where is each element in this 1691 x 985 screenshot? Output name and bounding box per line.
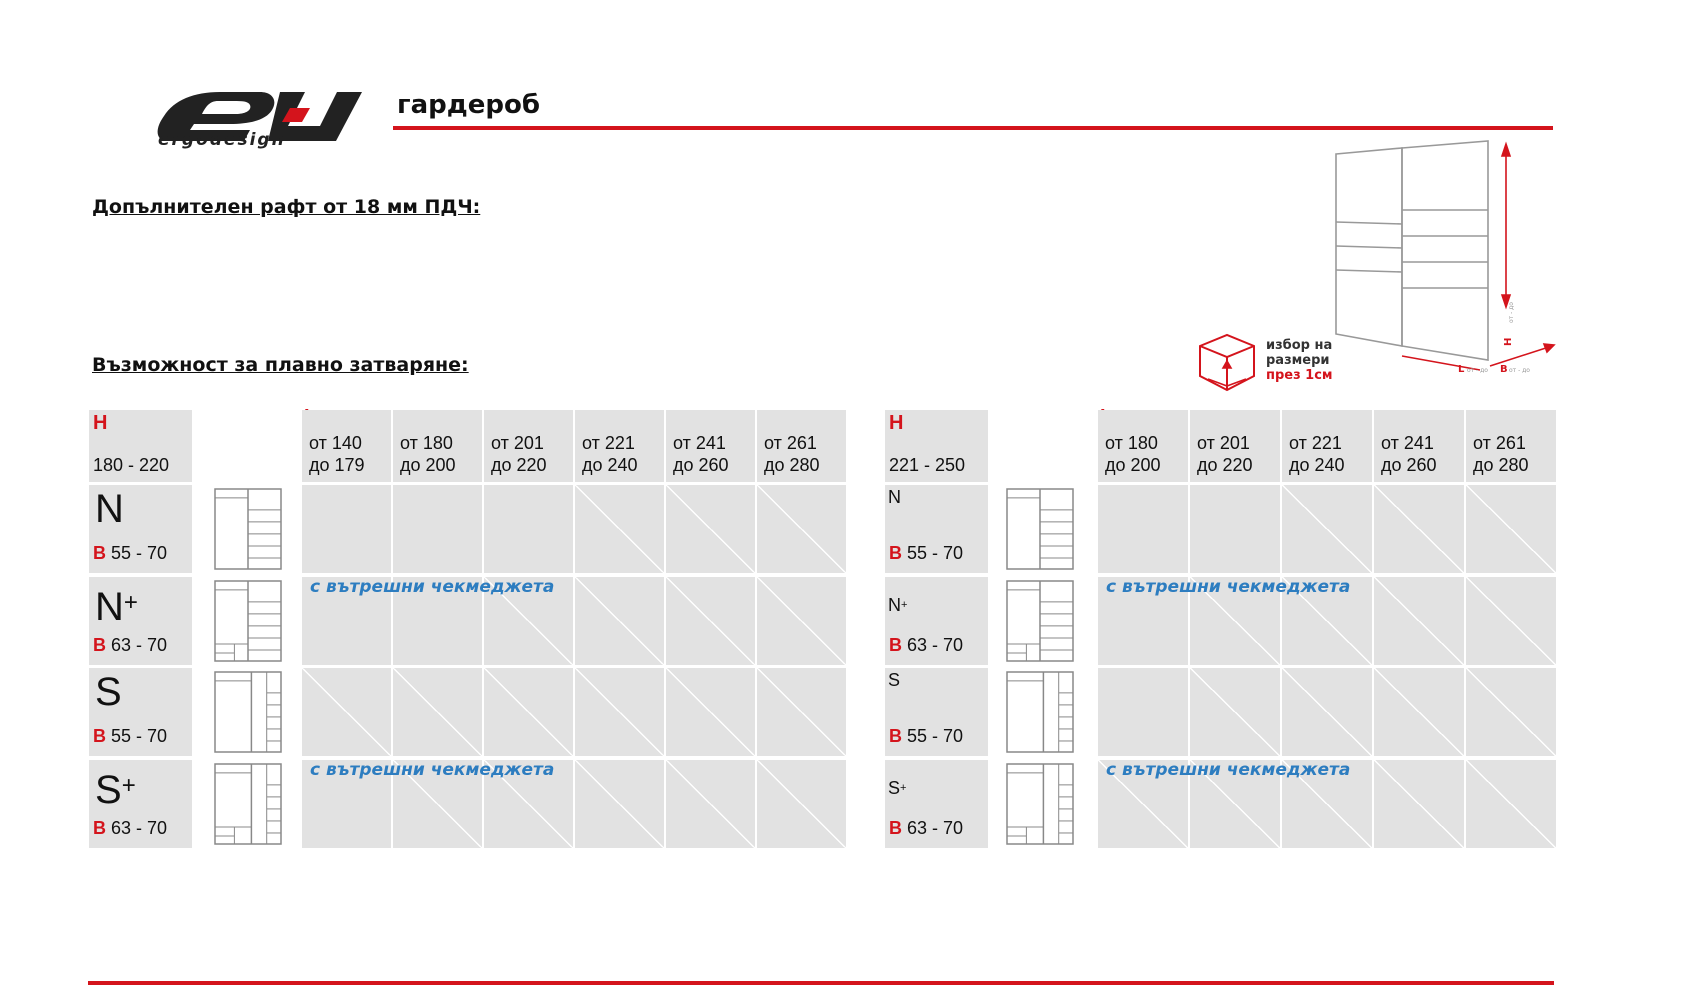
t2-wardrobe-sketch <box>1006 580 1074 662</box>
t1-depth-label: B <box>93 635 106 655</box>
t2-option-cell[interactable] <box>1374 577 1464 665</box>
t2-option-cell[interactable] <box>1190 485 1280 573</box>
t2-col-header <box>1197 432 1253 476</box>
t1-option-cell[interactable] <box>575 485 664 573</box>
t2-h-range: 221 - 250 <box>889 455 966 475</box>
t1-option-cell[interactable] <box>393 485 482 573</box>
t2-option-cell[interactable] <box>1374 485 1464 573</box>
t1-col-from: от 221 <box>582 433 635 453</box>
length-dim-sub: от - до <box>1467 367 1488 374</box>
t1-option-cell[interactable] <box>666 760 755 848</box>
t1-col-header <box>764 432 820 476</box>
t2-col-header <box>1473 432 1529 476</box>
t1-col-from: от 261 <box>764 433 817 453</box>
t1-depth-value: 55 - 70 <box>106 726 168 746</box>
t1-drawers-note: с вътрешни чекмеджета <box>310 760 555 780</box>
t2-option-cell[interactable] <box>1466 577 1556 665</box>
t2-wardrobe-sketch <box>1006 671 1074 753</box>
t2-wardrobe-sketch <box>1006 488 1074 570</box>
t1-model-sup: + <box>121 772 136 799</box>
t1-option-cell[interactable] <box>393 668 482 756</box>
t1-option-cell[interactable] <box>666 577 755 665</box>
t1-depth <box>93 818 167 839</box>
t1-option-cell[interactable] <box>575 760 664 848</box>
t1-depth-label: B <box>93 726 106 746</box>
t1-col-header <box>400 432 456 476</box>
t1-col-to: до 240 <box>582 455 638 475</box>
brand-name: ergodesign <box>158 130 286 150</box>
t2-depth-value: 55 - 70 <box>902 726 964 746</box>
footer-divider <box>88 981 1554 985</box>
t1-wardrobe-sketch <box>214 671 282 753</box>
t1-model-name: S+ <box>95 768 136 812</box>
t1-h-range: 180 - 220 <box>93 455 170 475</box>
t2-option-cell[interactable] <box>1098 485 1188 573</box>
t1-col-header <box>582 432 638 476</box>
t2-depth <box>889 543 963 564</box>
t1-model-sup: + <box>123 589 138 616</box>
t1-depth-value: 63 - 70 <box>106 818 168 838</box>
t1-option-cell[interactable] <box>575 668 664 756</box>
t1-wardrobe-sketch <box>214 488 282 570</box>
length-dim-label: L <box>1458 364 1465 375</box>
t1-col-from: от 241 <box>673 433 726 453</box>
t2-depth-label: B <box>889 818 902 838</box>
t1-option-cell[interactable] <box>484 485 573 573</box>
t1-col-from: от 140 <box>309 433 362 453</box>
t1-col-header <box>491 432 547 476</box>
t1-col-from: от 201 <box>491 433 544 453</box>
t2-depth <box>889 726 963 747</box>
t2-h-label: H <box>889 412 904 434</box>
t2-col-from: от 221 <box>1289 433 1342 453</box>
t2-col-header <box>1289 432 1345 476</box>
t2-col-from: от 241 <box>1381 433 1434 453</box>
t2-option-cell[interactable] <box>1282 668 1372 756</box>
t1-option-cell[interactable] <box>484 668 573 756</box>
extra-shelf-label: Допълнителен рафт от 18 мм ПДЧ: <box>92 196 481 218</box>
t1-depth <box>93 726 167 747</box>
t2-depth <box>889 635 963 656</box>
t2-option-cell[interactable] <box>1098 668 1188 756</box>
t1-col-to: до 220 <box>491 455 547 475</box>
title-divider <box>393 126 1553 130</box>
t1-depth <box>93 635 167 656</box>
height-dim-label: H <box>1503 337 1514 346</box>
t2-depth <box>889 818 963 839</box>
t2-drawers-note: с вътрешни чекмеджета <box>1106 760 1351 780</box>
t1-option-cell[interactable] <box>302 485 391 573</box>
t1-wardrobe-sketch <box>214 580 282 662</box>
t1-depth <box>93 543 167 564</box>
t2-depth-value: 63 - 70 <box>902 635 964 655</box>
soft-close-label: Възможност за плавно затваряне: <box>92 354 469 376</box>
t1-col-header <box>309 432 365 476</box>
t1-model-name: S <box>95 670 122 714</box>
t1-option-cell[interactable] <box>757 760 846 848</box>
t1-depth-label: B <box>93 543 106 563</box>
t2-col-to: до 240 <box>1289 455 1345 475</box>
t2-depth-value: 55 - 70 <box>902 543 964 563</box>
t1-col-to: до 260 <box>673 455 729 475</box>
t2-option-cell[interactable] <box>1282 485 1372 573</box>
t1-model-name: N+ <box>95 585 138 629</box>
t2-col-to: до 280 <box>1473 455 1529 475</box>
sizing-caption <box>1266 338 1333 383</box>
t2-col-from: от 180 <box>1105 433 1158 453</box>
t1-option-cell[interactable] <box>666 668 755 756</box>
t1-drawers-note: с вътрешни чекмеджета <box>310 577 555 597</box>
cube-dimensions-icon <box>1194 330 1260 396</box>
sizing-line-2: размери <box>1266 353 1330 368</box>
t2-col-to: до 260 <box>1381 455 1437 475</box>
t1-depth-label: B <box>93 818 106 838</box>
t2-depth-label: B <box>889 726 902 746</box>
t2-option-cell[interactable] <box>1466 668 1556 756</box>
t2-model-name: S+ <box>888 778 907 798</box>
t1-depth-value: 63 - 70 <box>106 635 168 655</box>
t1-option-cell[interactable] <box>757 485 846 573</box>
t2-option-cell[interactable] <box>1374 668 1464 756</box>
t1-depth-value: 55 - 70 <box>106 543 168 563</box>
t2-depth-value: 63 - 70 <box>902 818 964 838</box>
t1-col-to: до 280 <box>764 455 820 475</box>
t1-col-to: до 179 <box>309 455 365 475</box>
t2-model-name: S <box>888 670 901 690</box>
t2-model-sup: + <box>901 599 908 611</box>
height-dim-sub: от - до <box>1508 302 1515 323</box>
sizing-line-3: през 1см <box>1266 368 1333 383</box>
t2-col-to: до 220 <box>1197 455 1253 475</box>
sizing-line-1: избор на <box>1266 338 1333 353</box>
t1-col-header <box>673 432 729 476</box>
t2-col-from: от 201 <box>1197 433 1250 453</box>
t2-model-name: N+ <box>888 595 908 615</box>
t2-option-cell[interactable] <box>1466 485 1556 573</box>
t2-col-from: от 261 <box>1473 433 1526 453</box>
t1-option-cell[interactable] <box>757 577 846 665</box>
t1-option-cell[interactable] <box>666 485 755 573</box>
t1-h-label: H <box>93 412 108 434</box>
t1-option-cell[interactable] <box>575 577 664 665</box>
t1-option-cell[interactable] <box>302 668 391 756</box>
wardrobe-illustration <box>1330 138 1560 378</box>
t2-model-sup: + <box>900 782 907 794</box>
t2-option-cell[interactable] <box>1466 760 1556 848</box>
t2-option-cell[interactable] <box>1190 668 1280 756</box>
t2-option-cell[interactable] <box>1374 760 1464 848</box>
t1-wardrobe-sketch <box>214 763 282 845</box>
t2-depth-label: B <box>889 635 902 655</box>
t2-col-header <box>1381 432 1437 476</box>
t2-wardrobe-sketch <box>1006 763 1074 845</box>
t1-col-to: до 200 <box>400 455 456 475</box>
t1-option-cell[interactable] <box>757 668 846 756</box>
t2-col-header <box>1105 432 1161 476</box>
t2-model-name: N <box>888 487 901 507</box>
depth-dim-sub: от - до <box>1509 367 1530 374</box>
depth-dim-label: B <box>1500 364 1508 375</box>
t2-drawers-note: с вътрешни чекмеджета <box>1106 577 1351 597</box>
page-title: гардероб <box>397 90 540 120</box>
t1-model-name: N <box>95 487 124 531</box>
t1-col-from: от 180 <box>400 433 453 453</box>
t2-col-to: до 200 <box>1105 455 1161 475</box>
t2-depth-label: B <box>889 543 902 563</box>
